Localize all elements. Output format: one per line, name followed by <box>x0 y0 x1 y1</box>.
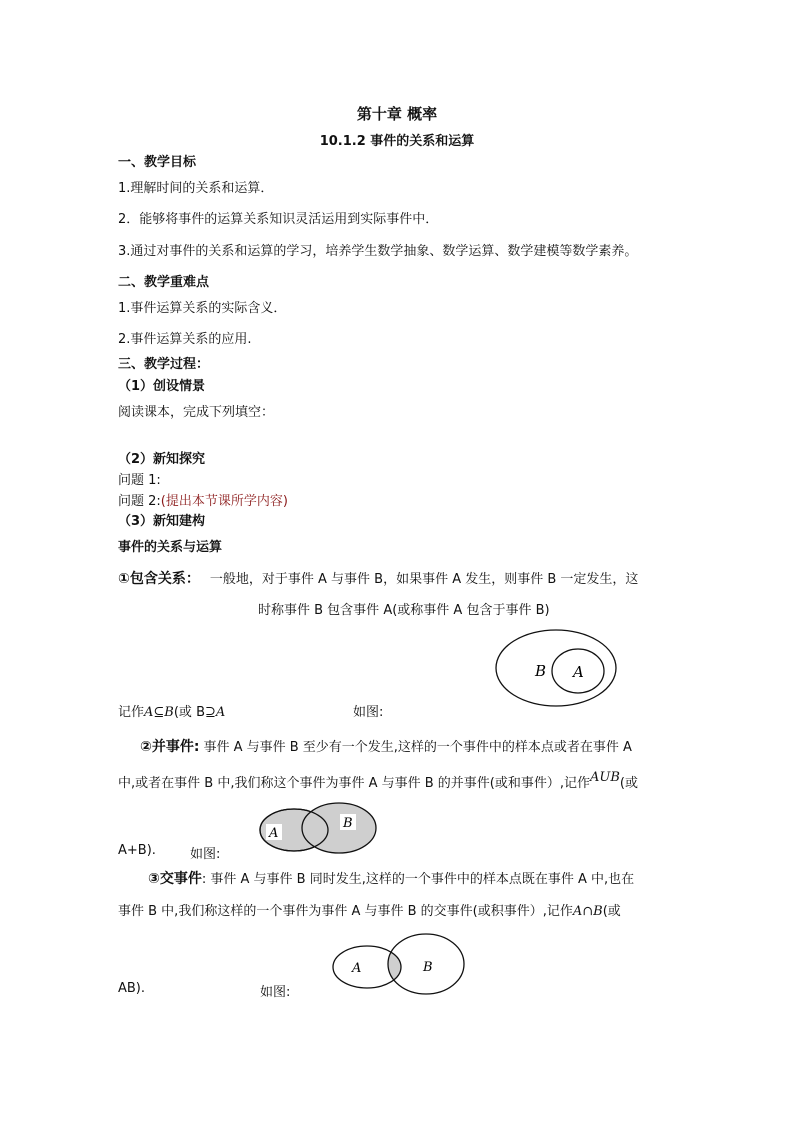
inclusion-text-1: 一般地，对于事件 A 与事件 B，如果事件 A 发生，则事件 B 一定发生，这 <box>209 572 639 587</box>
venn-inner-label: A <box>573 663 584 681</box>
intersection-venn-diagram <box>332 932 468 996</box>
subset-math: A⊆B <box>144 705 174 720</box>
section-title: 10.1.2 事件的关系和运算 <box>319 134 475 149</box>
question-2-label: 问题 2: <box>118 494 161 509</box>
inclusion-notation <box>118 701 225 720</box>
key-point-2: 2.事件运算关系的应用. <box>118 332 252 347</box>
union-line-3: A+B). <box>118 843 156 858</box>
venn-outer-circle <box>496 630 616 706</box>
goal-item-2: 2．能够将事件的运算关系知识灵活运用到实际事件中． <box>118 212 439 227</box>
chapter-title: 第十章 概率 <box>356 105 438 123</box>
inclusion-see-figure: 如图: <box>353 705 384 720</box>
union-text-2b: (或 <box>619 776 638 791</box>
inclusion-label: ①包含关系： <box>118 571 200 587</box>
scenario-text: 阅读课本，完成下列填空： <box>118 405 275 420</box>
process-heading: 三、教学过程： <box>118 357 210 372</box>
intersection-text-2b: (或 <box>602 904 621 919</box>
union-text-2: 中,或者在事件 B 中,我们称这个事件为事件 A 与事件 B 的并事件(或和事件）,记作 <box>118 776 590 791</box>
question-1: 问题 1: <box>118 473 161 488</box>
venn-right-circle <box>302 803 376 853</box>
superset-math: ⊇A <box>204 705 226 720</box>
question-2-note: (提出本节课所学内容) <box>160 494 288 509</box>
teaching-goals-heading: 一、教学目标 <box>118 155 197 170</box>
union-label: ②并事件: <box>140 739 200 755</box>
intersection-see-figure: 如图: <box>260 985 291 1000</box>
notation-paren: (或 B <box>173 705 205 720</box>
intersection-line-2 <box>118 900 621 919</box>
union-line-2 <box>118 772 638 791</box>
scenario-heading: （1）创设情景 <box>118 379 206 394</box>
intersection-label: ③交事件 <box>148 871 202 887</box>
intersection-line-1 <box>148 868 634 888</box>
notation-prefix: 记作 <box>118 705 145 720</box>
venn-right-label: B <box>423 960 433 975</box>
intersection-text-2: 事件 B 中,我们称这样的一个事件为事件 A 与事件 B 的交事件(或积事件）,记作 <box>118 904 573 919</box>
key-point-1: 1.事件运算关系的实际含义． <box>118 301 287 316</box>
inclusion-venn-diagram <box>493 628 623 710</box>
venn-right-label: B <box>343 816 353 831</box>
explore-heading: （2）新知探究 <box>118 452 206 467</box>
venn-left-label: A <box>269 826 279 841</box>
relations-heading: 事件的关系与运算 <box>118 540 223 555</box>
union-line-1 <box>140 736 632 756</box>
question-2 <box>118 490 288 509</box>
venn-left-label: A <box>352 961 362 976</box>
union-venn-diagram <box>255 800 380 858</box>
construct-heading: （3）新知建构 <box>118 514 206 529</box>
inclusion-line-2: 时称事件 B 包含事件 A(或称事件 A 包含于事件 B) <box>258 603 550 618</box>
intersection-math: A∩B <box>572 904 603 919</box>
goal-item-1: 1.理解时间的关系和运算． <box>118 181 274 196</box>
intersection-line-3: AB). <box>118 981 146 996</box>
inclusion-line-1 <box>118 568 638 588</box>
key-points-heading: 二、教学重难点 <box>118 275 210 290</box>
venn-outer-label: B <box>535 662 547 680</box>
union-see-figure: 如图: <box>190 847 221 862</box>
union-text-1: 事件 A 与事件 B 至少有一个发生,这样的一个事件中的样本点或者在事件 A <box>203 740 632 755</box>
intersection-text-1: : 事件 A 与事件 B 同时发生,这样的一个事件中的样本点既在事件 A 中,也在 <box>201 872 635 887</box>
union-math: AUB <box>590 770 620 785</box>
goal-item-3: 3.通过对事件的关系和运算的学习，培养学生数学抽象、数学运算、数学建模等数学素养。 <box>118 244 638 259</box>
